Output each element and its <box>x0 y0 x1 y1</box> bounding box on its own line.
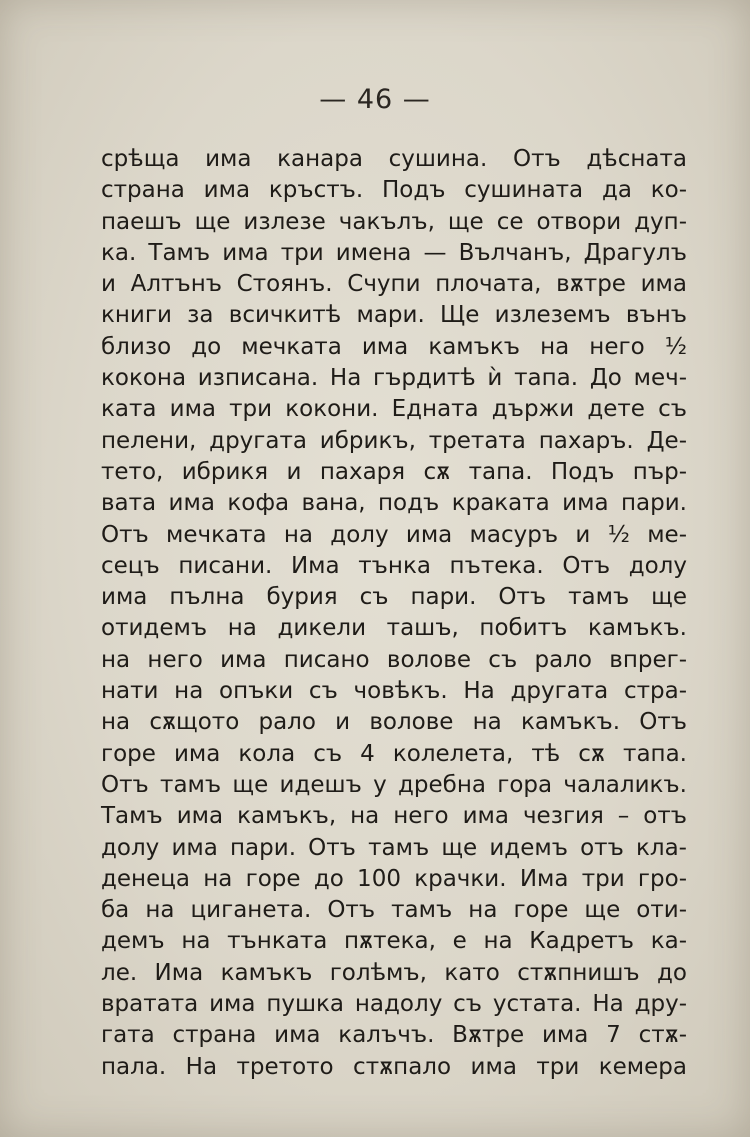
text-line: ка. Тамъ има три имена — Вълчанъ, Драгулъ <box>101 239 687 266</box>
text-line: има пълна бурия съ пари. Отъ тамъ ще <box>101 584 687 611</box>
body-text <box>101 144 687 1083</box>
text-line: Отъ мечката на долу има масуръ и ½ ме- <box>101 521 687 548</box>
text-line: книги за всичкитѣ мари. Ще излеземъ вънъ <box>101 302 687 329</box>
text-line: ле. Има камъкъ голѣмъ, като стѫпнишъ до <box>101 959 687 986</box>
text-line: и Алтънъ Стоянъ. Счупи плочата, вѫтре има <box>101 271 687 298</box>
text-line: денеца на горе до 100 крачки. Има три гро- <box>101 865 687 892</box>
text-line: тето, ибрикя и пахаря сѫ тапа. Подъ пър- <box>101 458 687 485</box>
text-line: нати на опъки съ човѣкъ. На другата стра- <box>101 678 687 705</box>
text-line: демъ на тънката пѫтека, е на Кадретъ ка- <box>101 928 687 955</box>
text-line: Тамъ има камъкъ, на него има чезгия – отъ <box>101 803 687 830</box>
text-line: отидемъ на дикели ташъ, побитъ камъкъ. <box>101 615 687 642</box>
text-line: кокона изписана. На гърдитѣ ѝ тапа. До меч- <box>101 365 687 392</box>
text-line: близо до мечката има камъкъ на него ½ <box>101 333 687 360</box>
text-line: сецъ писани. Има тънка пътека. Отъ долу <box>101 552 687 579</box>
text-line: Отъ тамъ ще идешъ у дребна гора чалаликъ. <box>101 771 687 798</box>
text-line: на него има писано волове съ рало впрег- <box>101 646 687 673</box>
text-line: пелени, другата ибрикъ, третата пахаръ. Де- <box>101 427 687 454</box>
text-line: горе има кола съ 4 колелета, тѣ сѫ тапа. <box>101 740 687 767</box>
text-line: вата има кофа вана, подъ краката има пари. <box>101 490 687 517</box>
text-line: ба на циганета. Отъ тамъ на горе ще оти- <box>101 897 687 924</box>
text-line: паешъ ще излезе чакълъ, ще се отвори дуп- <box>101 208 687 235</box>
text-line: срѣща има канара сушина. Отъ дѣсната <box>101 146 687 172</box>
text-line: на сѫщото рало и волове на камъкъ. Отъ <box>101 709 687 736</box>
text-line: ката има три кокони. Едната държи дете съ <box>101 396 687 423</box>
text-line: вратата има пушка надолу съ устата. На дру- <box>101 991 687 1018</box>
text-line: гата страна има калъчъ. Вѫтре има 7 стѫ- <box>101 1022 687 1049</box>
text-line: долу има пари. Отъ тамъ ще идемъ отъ кла- <box>101 834 687 861</box>
text-line: страна има кръстъ. Подъ сушината да ко- <box>101 177 687 204</box>
text-line: пала. На третото стѫпало има три кемера <box>101 1053 687 1080</box>
page-number: — 46 — <box>319 84 431 115</box>
